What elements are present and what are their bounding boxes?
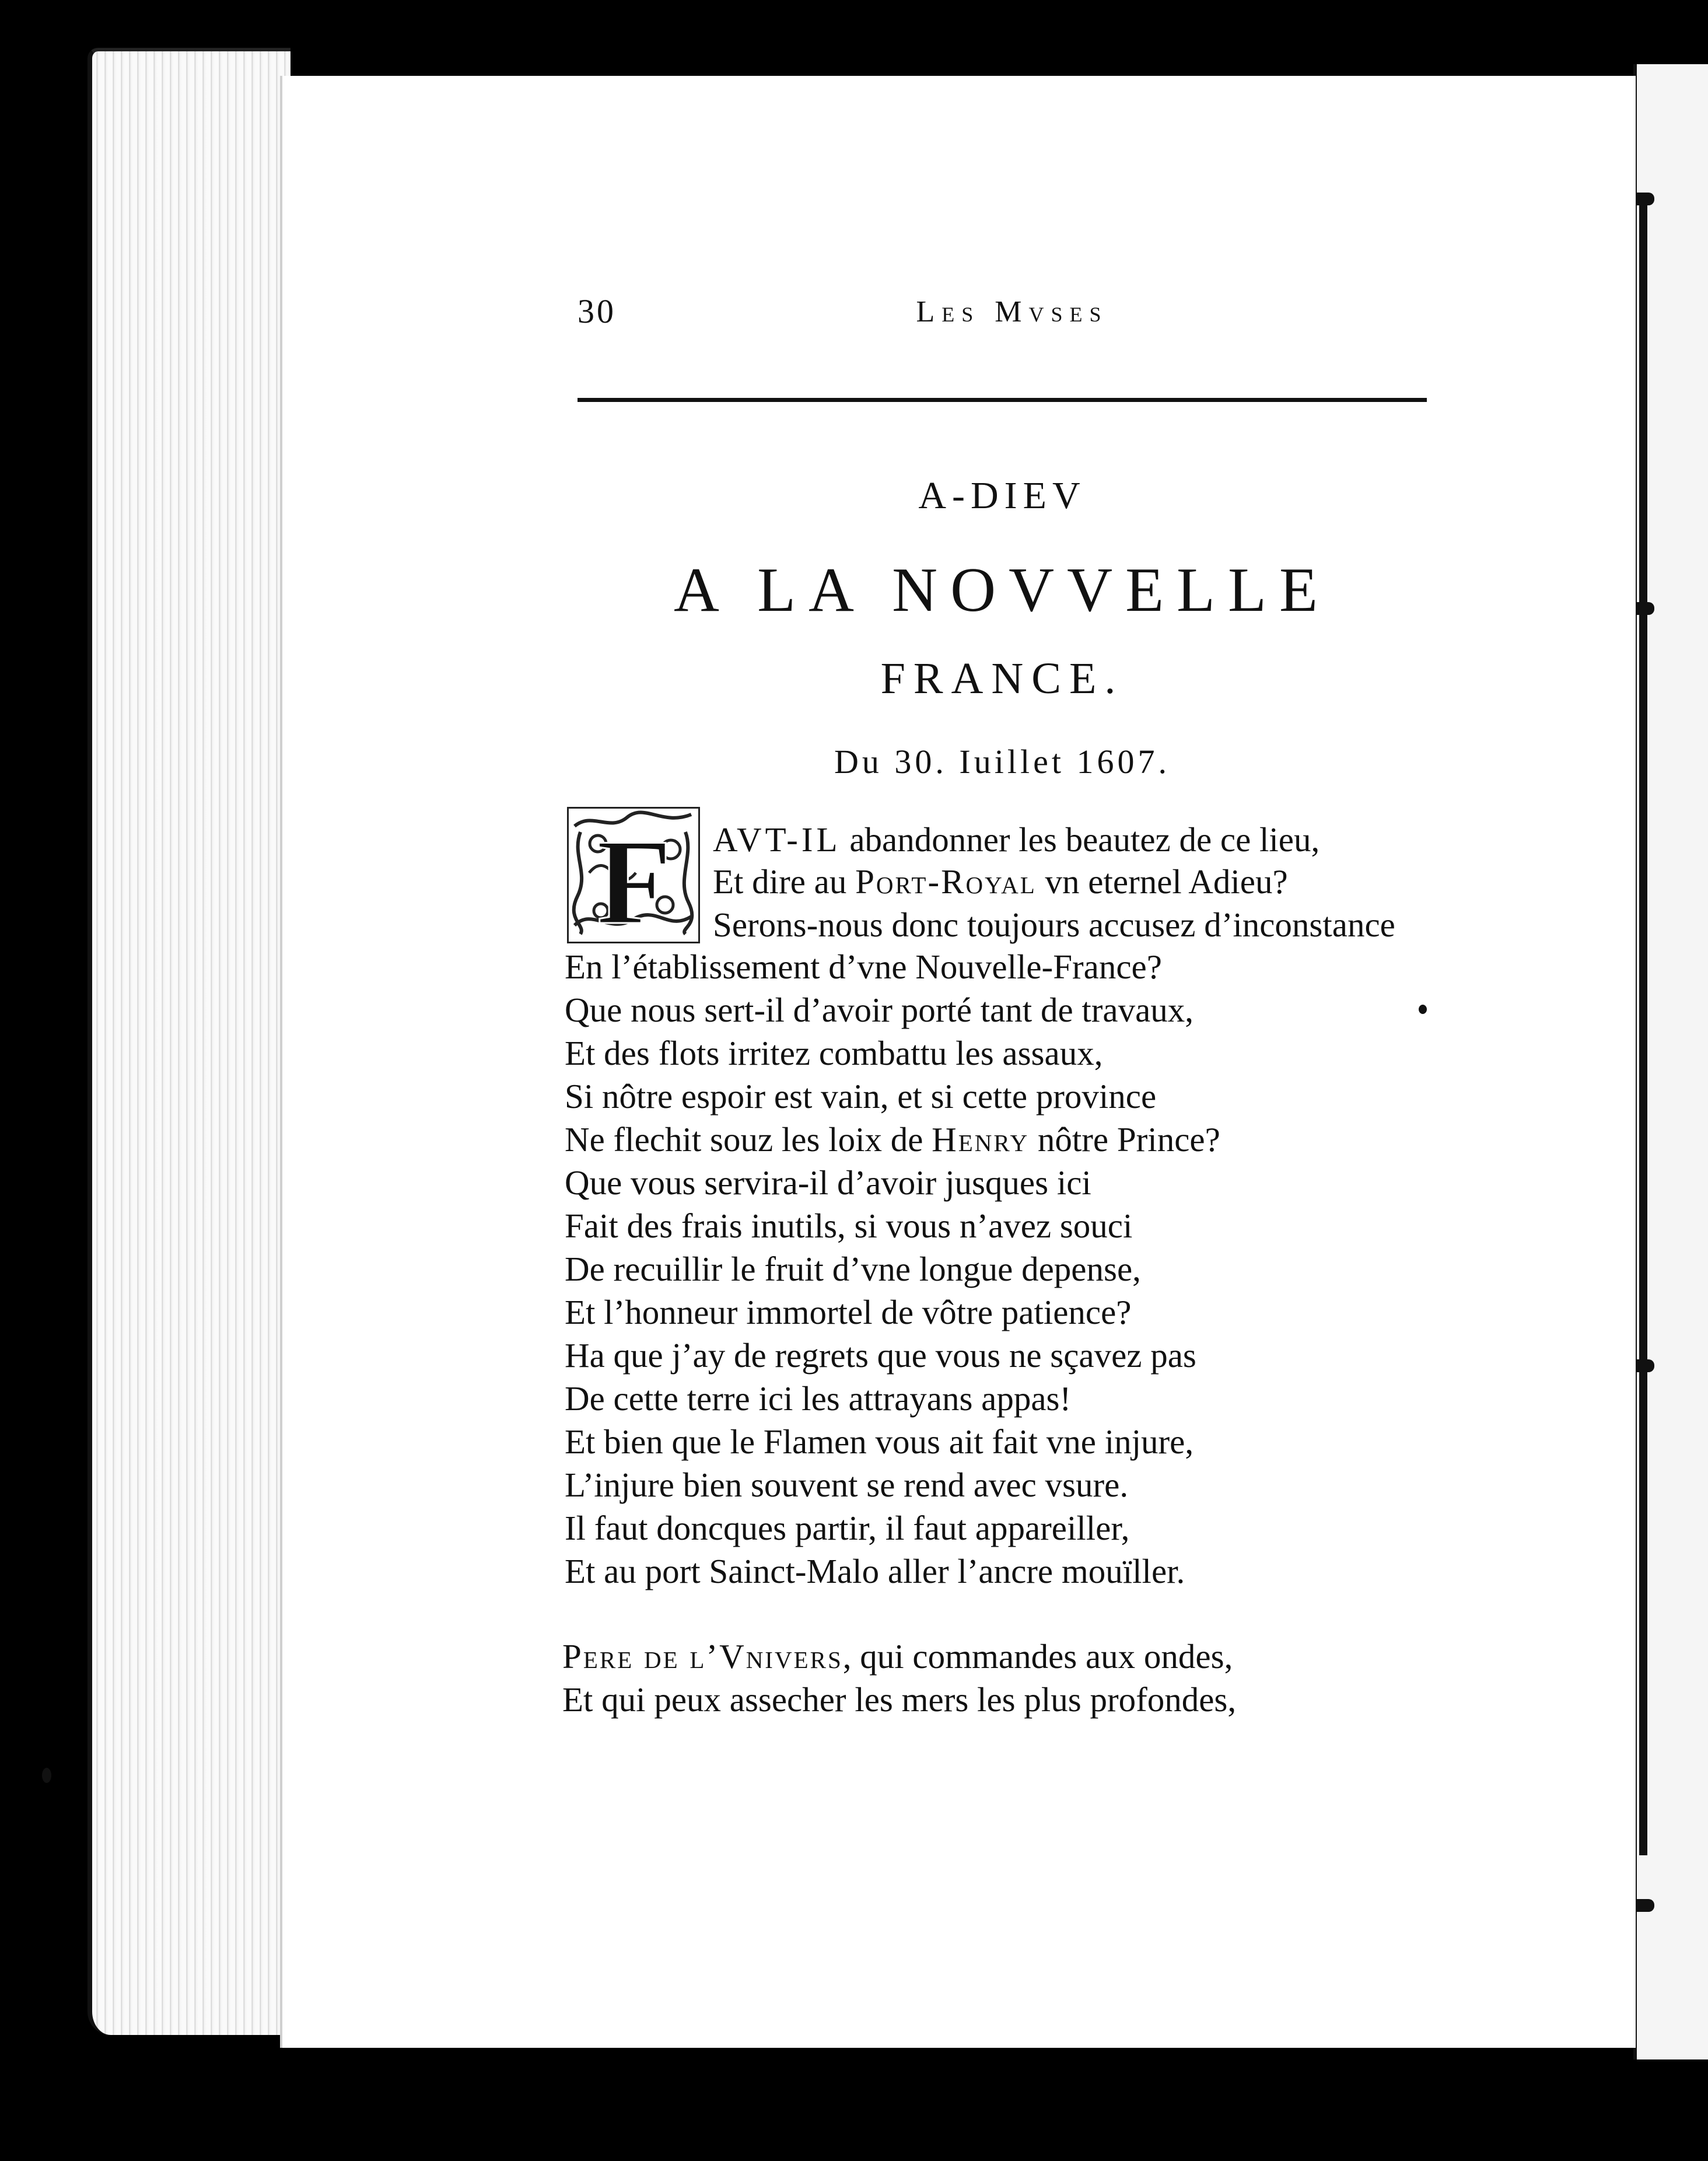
verse-line-3: Serons-nous donc toujours accusez d’inconstance xyxy=(713,905,1395,944)
poem-date: Du 30. Iuillet 1607. xyxy=(834,743,1170,781)
verse-line-16: L’injure bien souvent se rend avec vsure. xyxy=(565,1466,1129,1504)
verse-line-10: Fait des frais inutils, si vous n’avez souci xyxy=(565,1207,1133,1245)
drop-cap-letter: F xyxy=(596,814,672,942)
verse-line-5: Que nous sert-il d’avoir porté tant de travaux, xyxy=(565,991,1194,1029)
verse-text: nôtre Prince? xyxy=(1029,1120,1220,1159)
binding-gutter xyxy=(1639,193,1647,1855)
header-rule xyxy=(578,398,1427,402)
verse-line-9: Que vous servira-il d’avoir jusques ici xyxy=(565,1163,1091,1202)
book-page-edges xyxy=(88,48,290,2035)
poem-title-line-2: A LA NOVVELLE xyxy=(674,555,1331,625)
poem-title-line-1: A-DIEV xyxy=(918,474,1086,517)
verse-line-7: Si nôtre espoir est vain, et si cette province xyxy=(565,1077,1157,1116)
verse-text: Ne flechit souz les loix de xyxy=(565,1120,932,1159)
drop-cap-ornament xyxy=(569,809,698,942)
verse-line-17: Il faut doncques partir, il faut appareiller, xyxy=(565,1509,1130,1547)
verse-line-8 xyxy=(565,1120,1220,1159)
verse-line-15: Et bien que le Flamen vous ait fait vne injure, xyxy=(565,1422,1194,1461)
ornamental-drop-cap xyxy=(567,807,700,943)
poem-title-line-3: FRANCE. xyxy=(880,654,1124,703)
verse-text: abandonner les beautez de ce lieu, xyxy=(841,820,1320,859)
scan-speck xyxy=(42,1768,51,1783)
page-number: 30 xyxy=(578,292,616,330)
verse-line-12: Et l’honneur immortel de vôtre patience? xyxy=(565,1293,1132,1331)
verse-lead-caps: AVT-IL xyxy=(713,820,841,859)
stanza2-line-2: Et qui peux assecher les mers les plus profondes, xyxy=(562,1680,1237,1719)
verse-line-1 xyxy=(713,820,1320,859)
verse-small-caps: Pere de l’Vnivers xyxy=(562,1637,843,1676)
verse-small-caps: Port-Royal xyxy=(855,862,1037,901)
verse-line-2 xyxy=(713,862,1288,901)
verse-text: , qui commandes aux ondes, xyxy=(842,1637,1233,1676)
running-title: Les Mvses xyxy=(916,295,1108,328)
verse-small-caps: Henry xyxy=(932,1120,1030,1159)
stanza2-line-1 xyxy=(562,1639,1233,1674)
verse-line-14: De cette terre ici les attrayans appas! xyxy=(565,1379,1072,1418)
ink-speck xyxy=(1419,1005,1427,1014)
verse-line-13: Ha que j’ay de regrets que vous ne sçavez pas xyxy=(565,1336,1196,1375)
verse-text: vn eternel Adieu? xyxy=(1036,862,1288,901)
verse-line-4: En l’établissement d’vne Nouvelle-France? xyxy=(565,947,1162,986)
verse-text: Et dire au xyxy=(713,862,856,901)
verse-line-6: Et des flots irritez combattu les assaux, xyxy=(565,1034,1103,1072)
verse-line-11: De recuillir le fruit d’vne longue depense, xyxy=(565,1250,1141,1288)
verse-line-18: Et au port Sainct-Malo aller l’ancre mouïller. xyxy=(565,1552,1185,1590)
